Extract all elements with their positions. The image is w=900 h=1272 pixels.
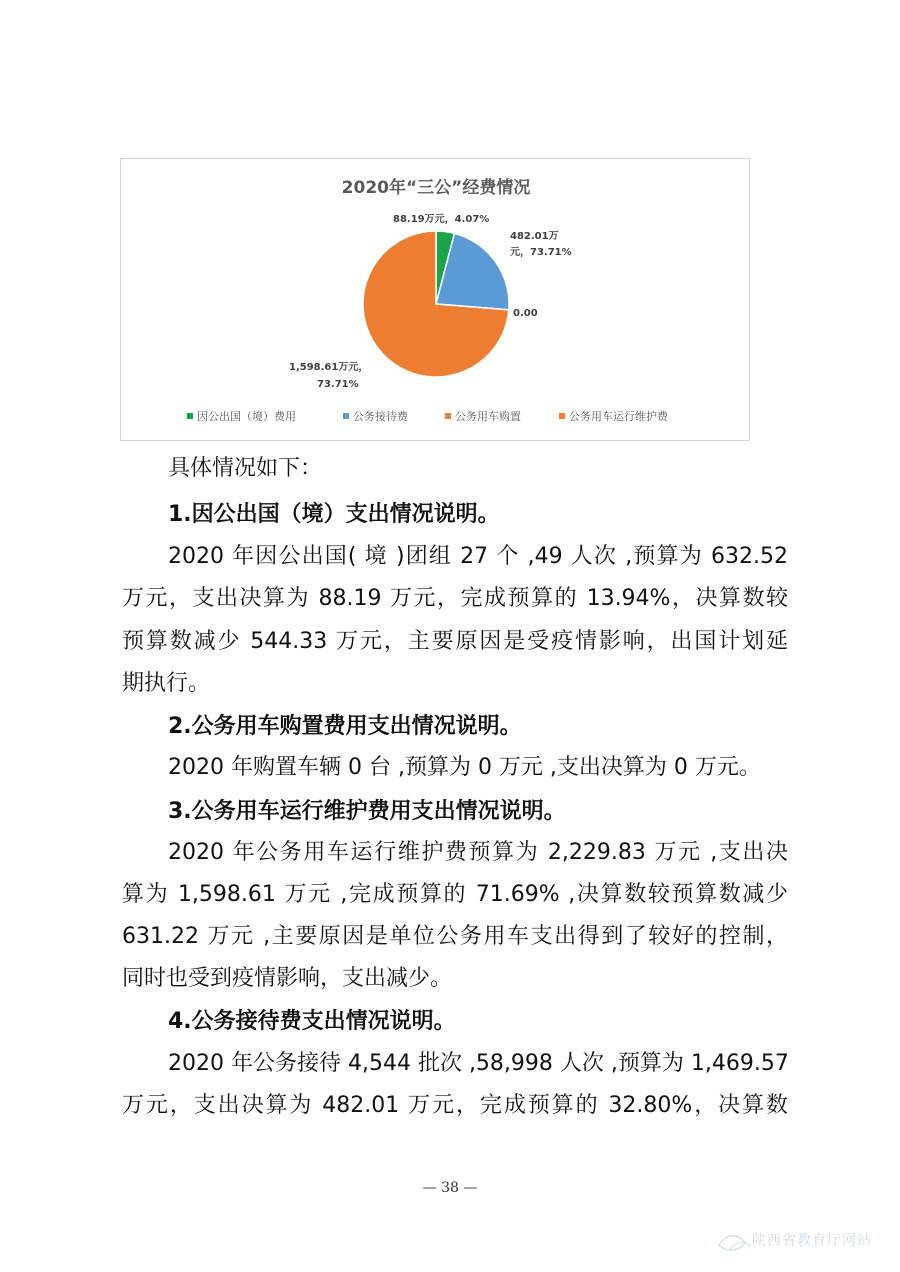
- section1-line-1: 2020 年因公出国( 境 )团组 27 个 ,49 人次 ,预算为 632.52: [168, 544, 788, 569]
- section1-line-4: 期执行。: [122, 671, 211, 696]
- section3-heading: 3.公务用车运行维护费用支出情况说明。: [168, 799, 566, 824]
- legend-swatch-outbound: [187, 413, 193, 419]
- slice-label-maintenance-1: 1,598.61万元，: [289, 362, 369, 373]
- section3-line-2: 算为 1,598.61 万元 ,完成预算的 71.69% ,决算数较预算数减少: [122, 882, 788, 907]
- section1-heading: 1.因公出国（境）支出情况说明。: [168, 502, 500, 527]
- legend-label-reception: 公务接待费: [353, 410, 408, 423]
- section3-line-3: 631.22 万元 ,主要原因是单位公务用车支出得到了较好的控制，: [122, 924, 788, 949]
- legend-label-purchase: 公务用车购置: [455, 410, 521, 423]
- section3-line-1: 2020 年公务用车运行维护费预算为 2,229.83 万元 ,支出决: [168, 840, 788, 865]
- pie-chart-svg: [121, 159, 751, 442]
- legend-swatch-maintenance: [559, 413, 565, 419]
- slice-label-reception-2: 元，73.71%: [510, 247, 572, 258]
- legend-swatch-reception: [343, 413, 349, 419]
- slice-label-reception-1: 482.01万: [510, 231, 559, 242]
- page-number: — 38 —: [422, 1180, 478, 1196]
- legend-swatch-purchase: [445, 413, 451, 419]
- section4-line-1: 2020 年公务接待 4,544 批次 ,58,998 人次 ,预算为 1,469.57: [168, 1051, 789, 1076]
- section3-line-4: 同时也受到疫情影响，支出减少。: [122, 966, 453, 991]
- slice-label-purchase: 0.00: [513, 308, 538, 319]
- section2-line-1: 2020 年购置车辆 0 台 ,预算为 0 万元 ,支出决算为 0 万元。: [168, 755, 761, 780]
- section4-line-2: 万元，支出决算为 482.01 万元，完成预算的 32.80%，决算数: [122, 1093, 788, 1118]
- slice-label-maintenance-2: 73.71%: [317, 379, 359, 390]
- slice-label-outbound: 88.19万元，4.07%: [393, 214, 490, 225]
- legend-label-outbound: 因公出国（境）费用: [197, 410, 296, 423]
- pie-chart: [120, 158, 750, 441]
- section4-heading: 4.公务接待费支出情况说明。: [168, 1009, 456, 1034]
- section1-line-2: 万元，支出决算为 88.19 万元，完成预算的 13.94%，决算数较: [122, 586, 788, 611]
- pie-slices: [363, 231, 509, 377]
- chart-title: 2020年“三公”经费情况: [341, 178, 531, 198]
- section2-heading: 2.公务用车购置费用支出情况说明。: [168, 714, 522, 739]
- section1-line-3: 预算数减少 544.33 万元，主要原因是受疫情影响，出国计划延: [122, 629, 788, 654]
- intro-text: 具体情况如下：: [168, 456, 323, 481]
- watermark-text: 陕西省教育厅网站: [752, 1233, 872, 1249]
- legend-label-maintenance: 公务用车运行维护费: [569, 410, 668, 423]
- chart-legend: [187, 409, 669, 423]
